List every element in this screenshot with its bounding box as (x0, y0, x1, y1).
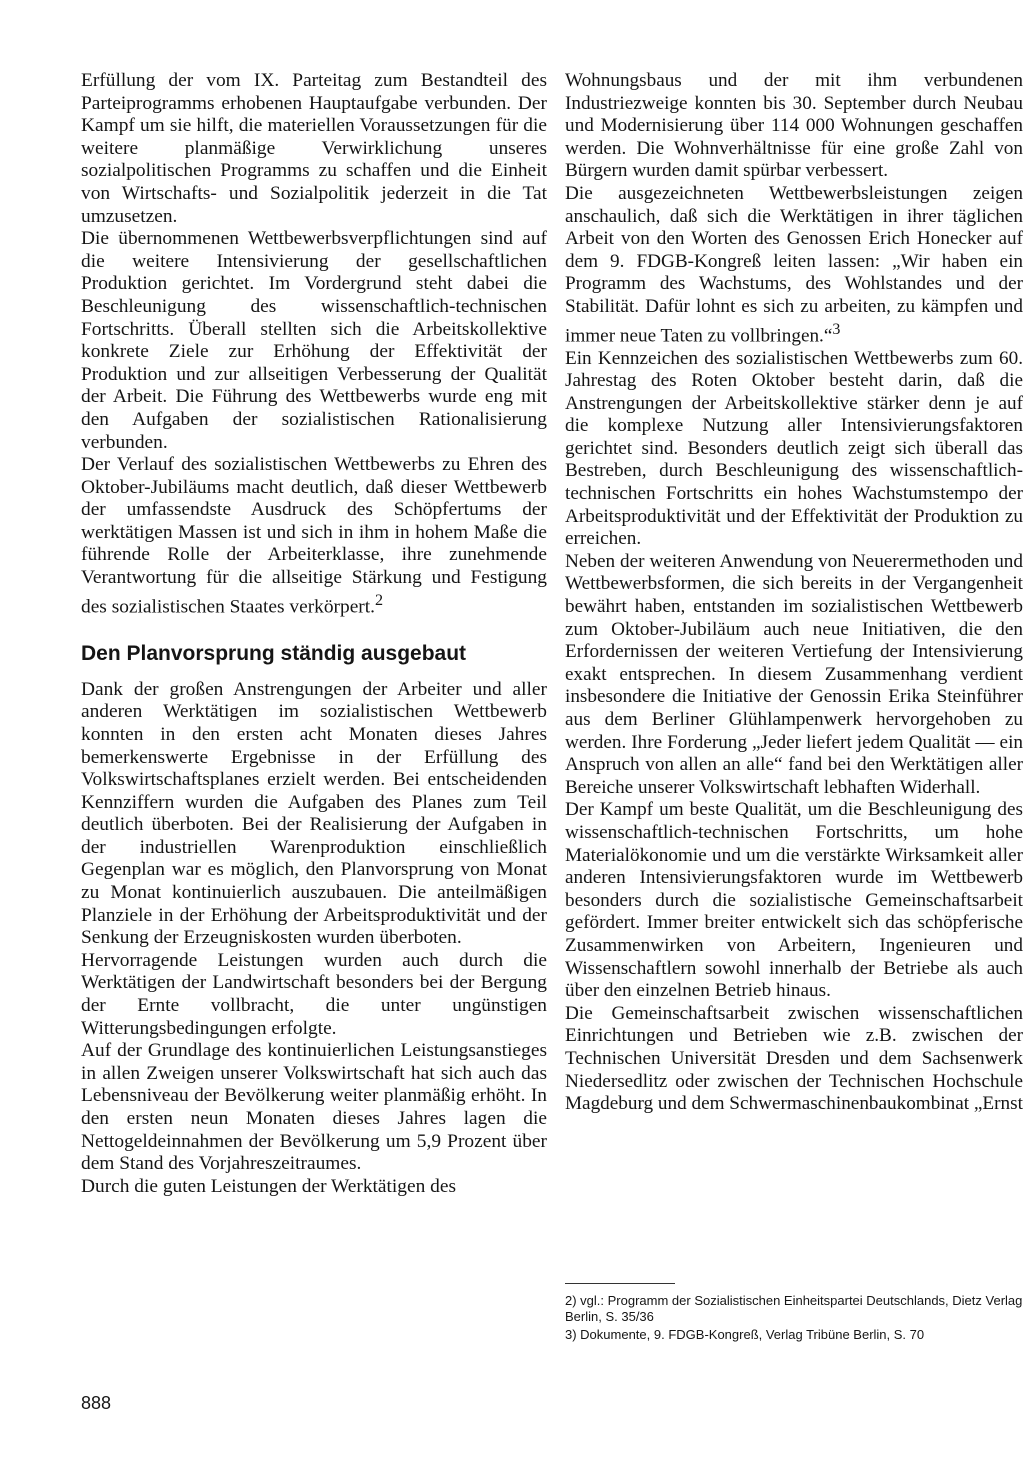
paragraph: Durch die guten Leistungen der Werktätigen des (81, 1175, 457, 1197)
paragraph: Auf der Grundlage des kontinuierlichen Leistungsanstieges in allen Zweigen unserer Volkswirtschaft hat sich auch das Lebensniveau der Bevölkerung weiter planmäßig erhöht. In den ersten neun Monaten dieses Jahres lagen die Nettogeldeinnahmen der Bevölkerung um 5,9 Prozent über dem Stand des Vorjahreszeitraumes. (81, 1040, 547, 1175)
footnote: 2) vgl.: Programm der Sozialistischen Einheitspartei Deutschlands, Dietz Verlag Berlin, S. 35/36 (565, 1293, 1023, 1324)
paragraph: Dank der großen Anstrengungen der Arbeiter und aller anderen Werktätigen im sozialistischen Wettbewerb konnten in den ersten acht Monaten dieses Jahres bemerkenswerte Ergebnisse in der Erfüllung des Volkswirtschaftsplanes erzielt werden. Bei entscheidenden Kennziffern wurden die Aufgaben des Planes zum Teil deutlich überboten. Bei der Realisierung der Aufgaben in der industriellen Warenproduktion einschließlich Gegenplan war es möglich, den Planvorsprung von Monat zu Monat kontinuierlich auszubauen. Die anteilmäßigen Planziele in der Erhöhung der Arbeitsproduktivität und der Senkung der Erzeugniskosten wurden überboten. (81, 678, 547, 949)
section-heading: Den Planvorsprung ständig ausgebaut (81, 641, 467, 665)
paragraph: Die Gemeinschaftsarbeit zwischen wissenschaftlichen Einrichtungen und Betrieben wie z.B. zwischen der Technischen Universität Dresden und dem Sachsenwerk Niedersedlitz oder zwischen der Technischen Hochschule Magdeburg und dem Schwermaschinenbaukombinat „Ernst (565, 1002, 1023, 1115)
paragraph-text: Der Verlauf des sozialistischen Wettbewerbs zu Ehren des Oktober-Jubiläums macht deutlich, daß dieser Wettbewerb der umfassendste Ausdruck des Schöpfertums der werktätigen Massen ist und sich in ihm in hohem Maße die führende Rolle der Arbeiterklasse, ihre zunehmende Verantwortung für die allseitige Stärkung und Festigung des sozialistischen Staates verkörpert. (81, 454, 547, 618)
paragraph (565, 183, 1023, 348)
left-column (81, 70, 547, 1198)
paragraph: Ein Kennzeichen des sozialistischen Wettbewerbs zum 60. Jahrestag des Roten Oktober besteht darin, daß die Anstrengungen der Arbeitskollektive stärker denn je auf die komplexe Nutzung aller Intensivierungsfaktoren gerichtet sind. Besonders deutlich zeigt sich überall das Bestreben, durch Beschleunigung des wissenschaftlich-technischen Fortschritts ein hohes Wachstumstempo der Arbeitsproduktivität und der Effektivität der Produktion zu erreichen. (565, 347, 1023, 550)
right-column (565, 70, 1023, 1116)
footnote-reference: 3 (832, 320, 841, 338)
paragraph: Wohnungsbaus und der mit ihm verbundenen Industriezweige konnten bis 30. September durch Neubau und Modernisierung über 114 000 Wohnungen geschaffen werden. Die Wohnverhältnisse für eine große Zahl von Bürgern wurden damit spürbar verbessert. (565, 70, 1023, 182)
paragraph: Erfüllung der vom IX. Parteitag zum Bestandteil des Parteiprogramms erhobenen Hauptaufgabe verbunden. Der Kampf um sie hilft, die materiellen Voraussetzungen für die weitere planmäßige Verwirklichung unseres sozialpolitischen Programms zu schaffen und die Einheit von Wirtschafts- und Sozialpolitik jederzeit in die Tat umzusetzen. (81, 70, 547, 227)
paragraph: Der Kampf um beste Qualität, um die Beschleunigung des wissenschaftlich-technischen Fortschritts, um hohe Materialökonomie und um die verstärkte Wirksamkeit aller anderen Intensivierungsfaktoren wurde im Wettbewerb besonders durch die sozialistische Gemeinschaftsarbeit gefördert. Immer breiter entwickelt sich das schöpferische Zusammenwirken von Arbeitern, Ingenieuren und Wissenschaftlern sowohl innerhalb der Betriebe als auch über den einzelnen Betrieb hinaus. (565, 799, 1023, 1002)
paragraph: Neben der weiteren Anwendung von Neuerermethoden und Wettbewerbsformen, die sich bereits in der Vergangenheit bewährt haben, entstanden im sozialistischen Wettbewerb zum Oktober-Jubiläum auch neue Initiativen, die den Erfordernissen der weiteren Vertiefung der Intensivierung exakt entsprechen. In diesem Zusammenhang verdient insbesondere die Initiative der Genossin Erika Steinführer aus dem Berliner Glühlampenwerk hervorgehoben zu werden. Ihre Forderung „Jeder liefert jedem Qualität — ein Anspruch von allen an alle“ fand bei den Werktätigen aller Bereiche unserer Volkswirtschaft lebhaften Widerhall. (565, 550, 1023, 798)
footnotes (565, 1293, 1023, 1345)
paragraph-text: Die ausgezeichneten Wettbewerbsleistungen zeigen anschaulich, daß sich die Werktätigen in ihrer täglichen Arbeit von den Worten des Genossen Erich Honecker auf dem 9. FDGB-Kongreß leiten lassen: „Wir haben ein Programm des Wachstums, des Wohlstandes und der Stabilität. Dafür lohnt es sich zu arbeiten, zu kämpfen und immer neue Taten zu vollbringen.“ (565, 182, 1023, 346)
page-number: 888 (81, 1393, 112, 1413)
paragraph: Hervorragende Leistungen wurden auch durch die Werktätigen der Landwirtschaft besonders bei der Bergung der Ernte vollbracht, die unter ungünstigen Witterungsbedingungen erfolgte. (81, 949, 547, 1039)
paragraph (81, 454, 547, 619)
footnote-divider (565, 1283, 675, 1284)
footnote-reference: 2 (375, 591, 384, 609)
footnote: 3) Dokumente, 9. FDGB-Kongreß, Verlag Tribüne Berlin, S. 70 (565, 1327, 925, 1342)
paragraph: Die übernommenen Wettbewerbsverpflichtungen sind auf die weitere Intensivierung der gesellschaftlichen Produktion gerichtet. Im Vordergrund steht dabei die Beschleunigung des wissenschaftlich-technischen Fortschritts. Überall stellten sich die Arbeitskollektive konkrete Ziele zur Erhöhung der Effektivität der Produktion und zur allseitigen Verbesserung der Qualität der Arbeit. Die Führung des Wettbewerbs wurde eng mit den Aufgaben der sozialistischen Rationalisierung verbunden. (81, 228, 547, 453)
